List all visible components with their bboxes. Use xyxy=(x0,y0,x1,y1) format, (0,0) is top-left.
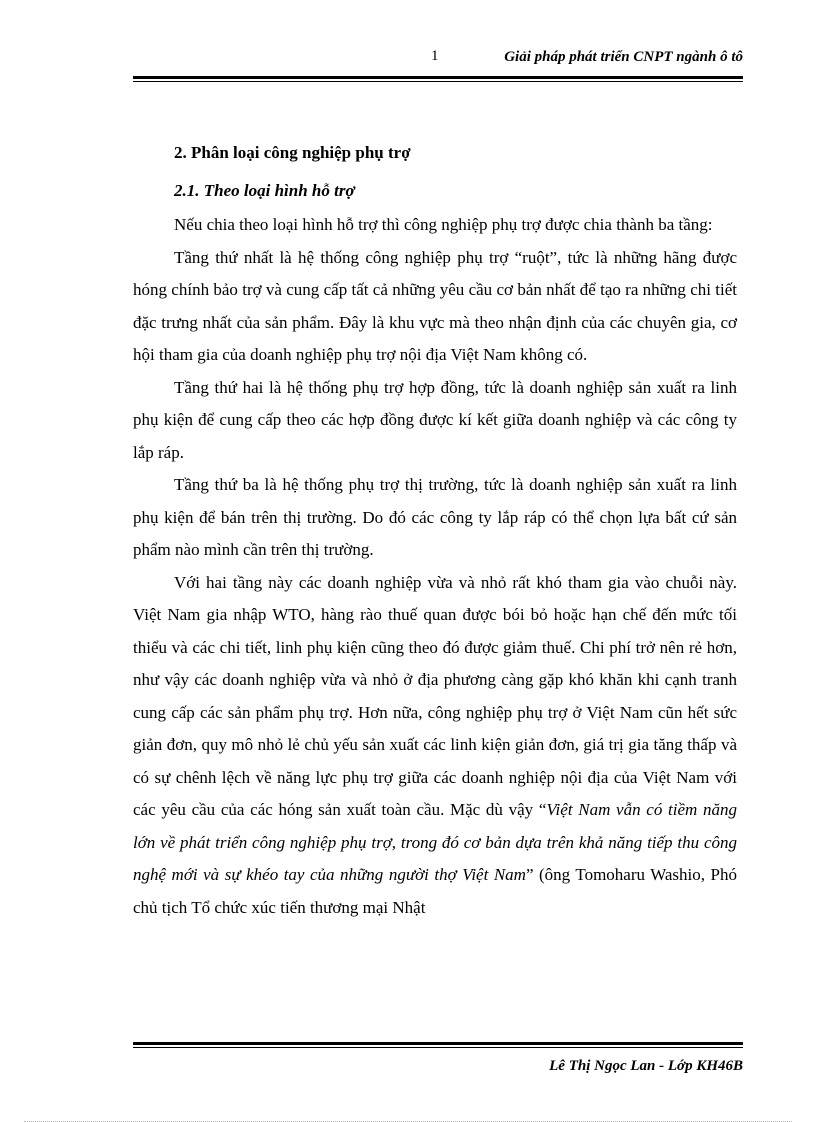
paragraph-5 xyxy=(133,567,737,925)
paragraph-2: Tầng thứ nhất là hệ thống công nghiệp phụ trợ “ruột”, tức là những hãng được hóng chính bảo trợ và cung cấp tất cả những yêu cầu cơ bản nhất để tạo ra những chi tiết đặc trưng nhất của sản phẩm. Đây là khu vực mà theo nhận định của các chuyên gia, cơ hội tham gia của doanh nghiệp phụ trợ nội địa Việt Nam không có. xyxy=(133,247,737,364)
paragraph-5-end: ” (ông Tomoharu Washio, Phó chủ tịch Tổ chức xúc tiến thương mại Nhật xyxy=(133,865,737,917)
footer-rule-thick xyxy=(133,1042,743,1045)
running-title: Giải pháp phát triển CNPT ngành ô tô xyxy=(504,49,743,65)
body-text xyxy=(133,209,737,924)
paragraph-1: Nếu chia theo loại hình hỗ trợ thì công nghiệp phụ trợ được chia thành ba tầng: xyxy=(174,215,713,234)
page-number: 1 xyxy=(431,48,439,64)
header-rule-thick xyxy=(133,76,743,79)
paragraph-4: Tầng thứ ba là hệ thống phụ trợ thị trường, tức là doanh nghiệp sản xuất ra linh phụ kiện để bán trên thị trường. Do đó các công ty lắp ráp có thể chọn lựa bất cứ sản phẩm nào mình cần trên thị trường. xyxy=(133,475,737,559)
section-heading: 2. Phân loại công nghiệp phụ trợ xyxy=(174,143,411,162)
paragraph-5-start: Với hai tầng này các doanh nghiệp vừa và nhỏ rất khó tham gia vào chuỗi này. Việt Nam gia nhập WTO, hàng rào thuế quan được bói bỏ hoặc hạn chế đến mức tối thiểu và các chi tiết, linh phụ kiện cũng theo đó được giảm thuế. Chi phí trở nên rẻ hơn, như vậy các doanh nghiệp vừa và nhỏ ở địa phương càng gặp khó khăn khi cạnh tranh cung cấp các sản phẩm phụ trợ. Hơn nữa, công nghiệp phụ trợ ở Việt Nam cũn hết sức giản đơn, quy mô nhỏ lẻ chủ yếu sản xuất các linh kiện giản đơn, giá trị gia tăng thấp và có sự chênh lệch về năng lực phụ trợ giữa các doanh nghiệp nội địa của Việt Nam với các yêu cầu của các hóng sản xuất toàn cầu. Mặc dù vậy “ xyxy=(133,572,737,819)
subsection-heading: 2.1. Theo loại hình hỗ trợ xyxy=(174,181,355,200)
paragraph-3: Tầng thứ hai là hệ thống phụ trợ hợp đồng, tức là doanh nghiệp sản xuất ra linh phụ kiện để cung cấp theo các hợp đồng được kí kết giữa doanh nghiệp và các công ty lắp ráp. xyxy=(133,377,737,462)
footer-author: Lê Thị Ngọc Lan - Lớp KH46B xyxy=(549,1058,743,1074)
page-header xyxy=(133,46,743,68)
footer-rule-thin xyxy=(133,1047,743,1048)
header-rule-thin xyxy=(133,81,743,82)
page-edge-dotted-line xyxy=(24,1121,792,1122)
paragraph-5-quote: Việt Nam vẫn có tiềm năng lớn về phát triển công nghiệp phụ trợ, trong đó cơ bản dựa trên khả năng tiếp thu công nghệ mới và sự khéo tay của những người thợ Việt Nam xyxy=(133,800,738,884)
